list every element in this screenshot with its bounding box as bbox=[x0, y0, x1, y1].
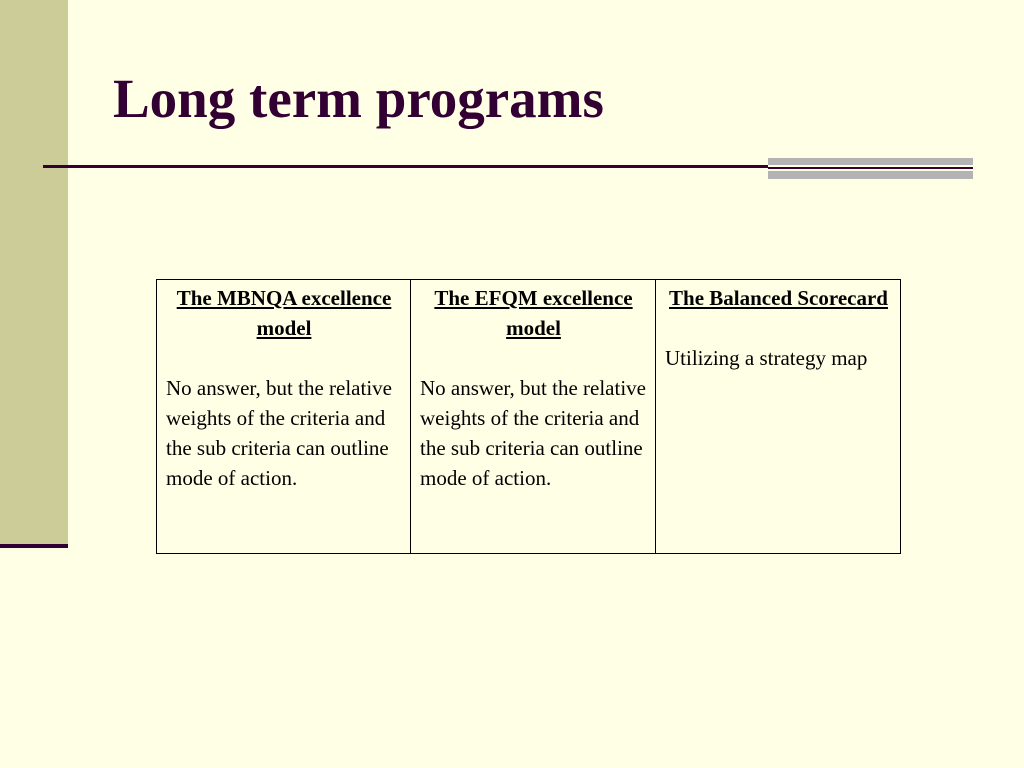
comparison-table bbox=[156, 279, 901, 554]
title-divider-accent bbox=[768, 158, 973, 179]
table-cell-efqm bbox=[411, 280, 656, 554]
left-bar-underline bbox=[0, 544, 68, 548]
column-body-mbnqa: No answer, but the relative weights of the criteria and the sub criteria can outline mode of action. bbox=[166, 376, 392, 490]
column-heading-mbnqa: The MBNQA excellence model bbox=[176, 286, 392, 340]
column-body-balanced-scorecard: Utilizing a strategy map bbox=[665, 346, 868, 370]
table-cell-mbnqa bbox=[157, 280, 411, 554]
column-body-efqm: No answer, but the relative weights of the criteria and the sub criteria can outline mode of action. bbox=[420, 376, 646, 490]
column-heading-balanced-scorecard: The Balanced Scorecard bbox=[669, 286, 888, 310]
table-cell-balanced-scorecard bbox=[656, 280, 901, 554]
column-heading-efqm: The EFQM excellence model bbox=[434, 286, 633, 340]
left-decorative-bar bbox=[0, 0, 68, 545]
table-row bbox=[157, 280, 901, 554]
slide-title: Long term programs bbox=[113, 68, 604, 129]
